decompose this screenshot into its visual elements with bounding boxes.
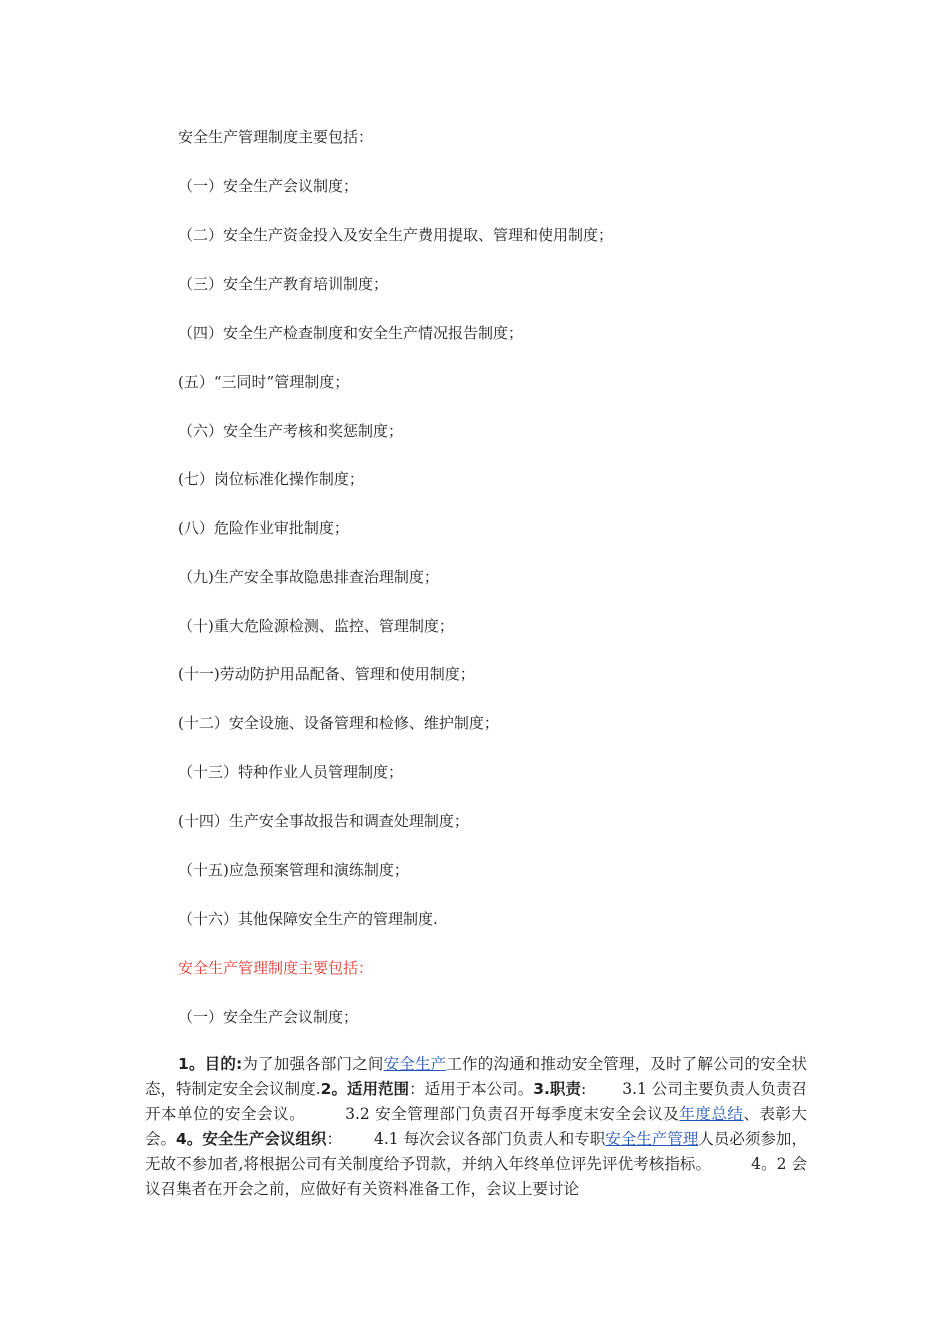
section-3-2-text: 3.2 安全管理部门负责召开每季度末安全会议及 [345, 1105, 680, 1123]
list-item: （四）安全生产检查制度和安全生产情况报告制度； [178, 324, 524, 342]
section-4-1-text: 4.1 每次会议各部门负责人和专职 [373, 1130, 606, 1148]
list-heading: 安全生产管理制度主要包括： [178, 128, 374, 146]
section-1-text: 为了加强各部门之间 [242, 1055, 384, 1073]
section-1-text: 工作的沟通和推动安全管理，及时了解公司的安全状态，特制定安全会议制度. [145, 1055, 807, 1098]
list-item: （一）安全生产会议制度； [178, 177, 359, 195]
list-item: （六）安全生产考核和奖惩制度； [178, 422, 404, 440]
section-3-2-text: 、表彰大会。 [145, 1105, 807, 1148]
list-item: （十五)应急预案管理和演练制度； [178, 861, 409, 879]
list-item: （二）安全生产资金投入及安全生产费用提取、管理和使用制度； [178, 226, 614, 244]
list-item: （九)生产安全事故隐患排查治理制度； [178, 568, 439, 586]
list-item-repeat: （一）安全生产会议制度； [178, 1008, 359, 1026]
section-4-colon: ： [326, 1130, 342, 1148]
list-heading-repeat: 安全生产管理制度主要包括： [178, 959, 374, 977]
list-item: (十四）生产安全事故报告和调查处理制度； [178, 812, 469, 830]
body-paragraph [145, 1052, 807, 1202]
section-3-1-text: 3.1 公司主要负责人负责召开本单位的安全会议。 [145, 1080, 807, 1123]
section-1-label: 1。目的: [178, 1055, 243, 1073]
list-item: (七）岗位标准化操作制度； [178, 470, 364, 488]
link-safety-production[interactable]: 安全生产 [383, 1055, 447, 1073]
list-item: (十二）安全设施、设备管理和检修、维护制度； [178, 714, 499, 732]
section-2-text: ：适用于本公司。 [409, 1080, 534, 1098]
link-safety-management[interactable]: 安全生产管理 [605, 1130, 699, 1148]
list-item: (十一)劳动防护用品配备、管理和使用制度； [178, 665, 475, 683]
list-item: (八）危险作业审批制度； [178, 519, 349, 537]
section-4-label: 4。安全生产会议组织 [176, 1130, 327, 1148]
list-item: （十六）其他保障安全生产的管理制度. [178, 910, 438, 928]
section-2-label: 2。适用范围 [320, 1080, 410, 1098]
list-item: （十三）特种作业人员管理制度； [178, 763, 404, 781]
section-3-label: 3.职责 [533, 1080, 581, 1098]
link-annual-summary[interactable]: 年度总结 [679, 1105, 744, 1123]
list-item: (五）“三同时”管理制度； [178, 373, 350, 391]
section-4-1-text: 人员必须参加，无故不参加者,将根据公司有关制度给予罚款，并纳入年终单位评先评优考核指标。 [145, 1130, 807, 1173]
list-item: （三）安全生产教育培训制度； [178, 275, 389, 293]
section-3-colon: : [580, 1080, 587, 1098]
section-4-2-text: 4。2 会议召集者在开会之前，应做好有关资料准备工作，会议上要讨论 [145, 1155, 807, 1198]
list-item: （十)重大危险源检测、监控、管理制度； [178, 617, 454, 635]
